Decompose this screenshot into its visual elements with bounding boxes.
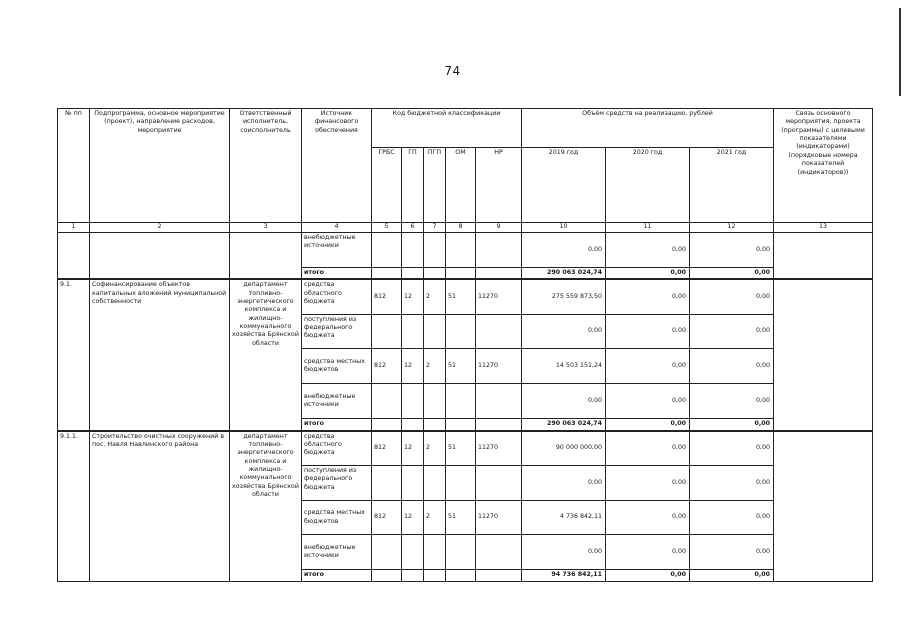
empty-cell [424,570,446,582]
indicator-cell [774,431,873,582]
pgp-cell: 2 [424,279,446,314]
header-2021: 2021 год [690,147,774,222]
header-nr: НР [476,147,522,222]
header-source: Источник финансового обеспечения [302,109,372,223]
total-2021: 0,00 [690,267,774,279]
source-cell: средства областного бюджета [302,279,372,314]
gp-cell: 12 [402,279,424,314]
empty-cell [372,267,402,279]
value-2020: 0,00 [606,232,690,267]
header-2019: 2019 год [522,147,606,222]
indicator-cell [774,232,873,279]
column-number: 5 [372,222,402,232]
column-number: 8 [446,222,476,232]
gp-cell: 12 [402,500,424,535]
total-label: итого [302,267,372,279]
grbs-cell: 812 [372,349,402,384]
value-2020: 0,00 [606,535,690,570]
section-name: Строительство очистных сооружений в пос. Навля Навлинского района [90,431,230,582]
om-cell: 51 [446,500,476,535]
column-number: 4 [302,222,372,232]
section-num: 9.1.1. [58,431,90,582]
value-2021: 0,00 [690,465,774,500]
value-2020: 0,00 [606,500,690,535]
empty-cell [372,418,402,430]
column-number: 11 [606,222,690,232]
source-cell: средства местных бюджетов [302,500,372,535]
value-2021: 0,00 [690,279,774,314]
column-number: 13 [774,222,873,232]
value-2020: 0,00 [606,349,690,384]
source-cell: поступления из федерального бюджета [302,314,372,349]
header-program: Подпрограмма, основное мероприятие (проект), направление расходов, мероприятие [90,109,230,223]
pgp-cell: 2 [424,349,446,384]
nr-cell: 11270 [476,500,522,535]
total-2020: 0,00 [606,418,690,430]
value-2019: 4 736 842,11 [522,500,606,535]
nr-cell [476,465,522,500]
header-volume: Объём средств на реализацию, рублей [522,109,774,148]
program-cell [90,232,230,279]
value-2021: 0,00 [690,232,774,267]
total-2021: 0,00 [690,418,774,430]
value-2020: 0,00 [606,465,690,500]
column-number: 1 [58,222,90,232]
total-2020: 0,00 [606,570,690,582]
value-2021: 0,00 [690,314,774,349]
grbs-cell [372,535,402,570]
source-cell: средства областного бюджета [302,431,372,466]
gp-cell [402,535,424,570]
value-2021: 0,00 [690,431,774,466]
section-executor: департамент топливно-энергетического комплекса и жилищно-коммунального хозяйства Брянской области [230,279,302,430]
nr-cell: 11270 [476,279,522,314]
value-2021: 0,00 [690,535,774,570]
gp-cell [402,465,424,500]
value-2019: 0,00 [522,535,606,570]
gp-cell [402,384,424,419]
nr-cell: 11270 [476,431,522,466]
grbs-cell [372,465,402,500]
pgp-cell: 2 [424,431,446,466]
empty-cell [402,267,424,279]
empty-cell [446,232,476,267]
pgp-cell [424,314,446,349]
grbs-cell: 812 [372,500,402,535]
total-2020: 0,00 [606,267,690,279]
num-cell [58,232,90,279]
empty-cell [446,418,476,430]
column-number: 2 [90,222,230,232]
value-2019: 275 559 873,50 [522,279,606,314]
column-number: 9 [476,222,522,232]
pgp-cell [424,384,446,419]
gp-cell: 12 [402,431,424,466]
value-2020: 0,00 [606,279,690,314]
total-label: итого [302,418,372,430]
executor-cell [230,232,302,279]
source-cell: поступления из федерального бюджета [302,465,372,500]
grbs-cell: 812 [372,431,402,466]
header-om: ОМ [446,147,476,222]
value-2019: 0,00 [522,314,606,349]
header-indicators: Связь основного мероприятия, проекта (программы) с целевыми показателями (индикаторами) (порядковые номера показателей (индикаторов)) [774,109,873,223]
total-2019: 290 063 024,74 [522,267,606,279]
section-name: Софинансирование объектов капитальных вложений муниципальной собственности [90,279,230,430]
grbs-cell: 812 [372,279,402,314]
header-2020: 2020 год [606,147,690,222]
header-executor: Ответственный исполнитель, соисполнитель [230,109,302,223]
empty-cell [424,267,446,279]
table-body [58,109,873,582]
pgp-cell: 2 [424,500,446,535]
empty-cell [476,570,522,582]
empty-cell [476,418,522,430]
empty-cell [446,570,476,582]
om-cell [446,535,476,570]
value-2020: 0,00 [606,431,690,466]
value-2019: 0,00 [522,465,606,500]
nr-cell [476,535,522,570]
header-pgp: ПГП [424,147,446,222]
value-2021: 0,00 [690,500,774,535]
om-cell: 51 [446,279,476,314]
column-number: 7 [424,222,446,232]
empty-cell [424,232,446,267]
pgp-cell [424,535,446,570]
column-number: 10 [522,222,606,232]
om-cell [446,465,476,500]
section-executor: департамент топливно-энергетического комплекса и жилищно-коммунального хозяйства Брянской области [230,431,302,582]
empty-cell [446,267,476,279]
column-number: 6 [402,222,424,232]
value-2019: 0,00 [522,232,606,267]
source-cell: внебюджетные источники [302,384,372,419]
total-2019: 290 063 024,74 [522,418,606,430]
om-cell [446,384,476,419]
source-cell: внебюджетные источники [302,232,372,267]
value-2021: 0,00 [690,349,774,384]
value-2021: 0,00 [690,384,774,419]
column-number-row [58,222,873,232]
header-row-1 [58,109,873,148]
source-cell: внебюджетные источники [302,535,372,570]
total-label: итого [302,570,372,582]
empty-cell [424,418,446,430]
column-number: 12 [690,222,774,232]
om-cell [446,314,476,349]
source-cell: средства местных бюджетов [302,349,372,384]
value-2019: 90 000 000,00 [522,431,606,466]
header-budget-class: Код бюджетной классификации [372,109,522,148]
empty-cell [402,570,424,582]
page-number: 74 [444,64,461,78]
grbs-cell [372,314,402,349]
indicator-cell [774,279,873,430]
empty-cell [476,267,522,279]
gp-cell: 12 [402,349,424,384]
empty-cell [402,418,424,430]
nr-cell: 11270 [476,349,522,384]
header-num: № пп [58,109,90,223]
total-2021: 0,00 [690,570,774,582]
pgp-cell [424,465,446,500]
grbs-cell [372,384,402,419]
table-row [58,232,873,267]
header-gp: ГП [402,147,424,222]
om-cell: 51 [446,431,476,466]
empty-cell [476,232,522,267]
table-row [58,279,873,314]
gp-cell [402,314,424,349]
column-number: 3 [230,222,302,232]
total-2019: 94 736 842,11 [522,570,606,582]
empty-cell [402,232,424,267]
empty-cell [372,232,402,267]
value-2020: 0,00 [606,384,690,419]
scan-edge-mark [899,8,901,96]
table-row [58,431,873,466]
empty-cell [372,570,402,582]
nr-cell [476,314,522,349]
om-cell: 51 [446,349,476,384]
value-2019: 0,00 [522,384,606,419]
section-num: 9.1. [58,279,90,430]
value-2019: 14 503 151,24 [522,349,606,384]
value-2020: 0,00 [606,314,690,349]
nr-cell [476,384,522,419]
budget-table [57,108,873,582]
header-grbs: ГРБС [372,147,402,222]
